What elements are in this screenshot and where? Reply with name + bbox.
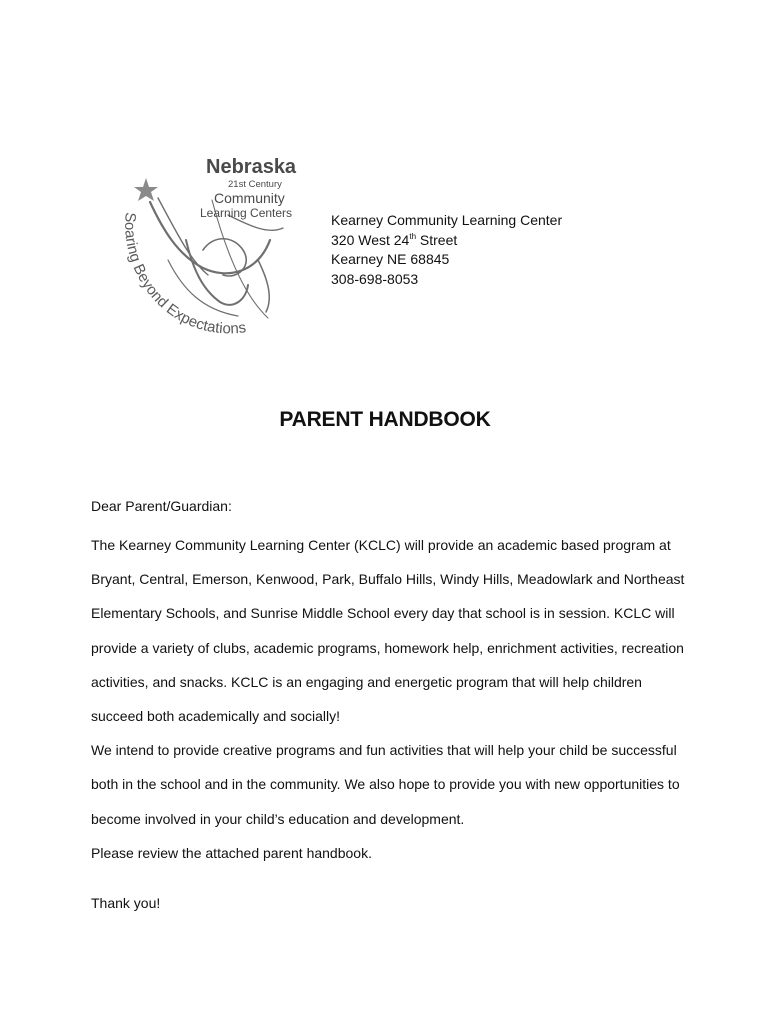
closing: Thank you! [91, 895, 161, 911]
body-line: We intend to provide creative programs and fun activities that will help your child be successful [91, 742, 677, 759]
center-address [331, 211, 562, 289]
logo-subtitle-2: Community [214, 190, 285, 206]
body-line: succeed both academically and socially! [91, 707, 341, 724]
logo-tagline [121, 212, 247, 338]
body-line: Elementary Schools, and Sunrise Middle School every day that school is in session. KCLC will [91, 605, 675, 622]
logo-subtitle-3: Learning Centers [200, 206, 293, 220]
page-title: PARENT HANDBOOK [279, 408, 491, 431]
logo-subtitle-1: 21st Century [228, 179, 282, 190]
body-line: both in the school and in the community. We also hope to provide you with new opportunities to [91, 776, 680, 793]
street-address [331, 231, 562, 251]
body-line: Please review the attached parent handbook. [91, 844, 372, 861]
body-line: provide a variety of clubs, academic programs, homework help, enrichment activities, recreation [91, 639, 684, 656]
body-line: activities, and snacks. KCLC is an engaging and energetic program that will help children [91, 673, 642, 690]
star-icon [134, 178, 158, 201]
logo-title: Nebraska [206, 156, 297, 178]
body-line: Bryant, Central, Emerson, Kenwood, Park, Buffalo Hills, Windy Hills, Meadowlark and Northeast [91, 571, 685, 588]
salutation: Dear Parent/Guardian: [91, 498, 232, 514]
street-suffix: Street [416, 231, 458, 248]
body-line: become involved in your child’s education and development. [91, 810, 465, 827]
center-name: Kearney Community Learning Center [331, 212, 563, 228]
city-state-zip: Kearney NE 68845 [331, 251, 450, 267]
letter-body [91, 536, 684, 878]
street-prefix: 320 West 24 [331, 231, 410, 248]
phone-number: 308-698-8053 [331, 270, 419, 287]
logo-tagline-path: Soaring Beyond Expectations [121, 211, 248, 338]
street-superscript: th [409, 231, 417, 241]
body-line: The Kearney Community Learning Center (KCLC) will provide an academic based program at [91, 537, 671, 553]
nebraska-clc-logo [108, 140, 308, 350]
